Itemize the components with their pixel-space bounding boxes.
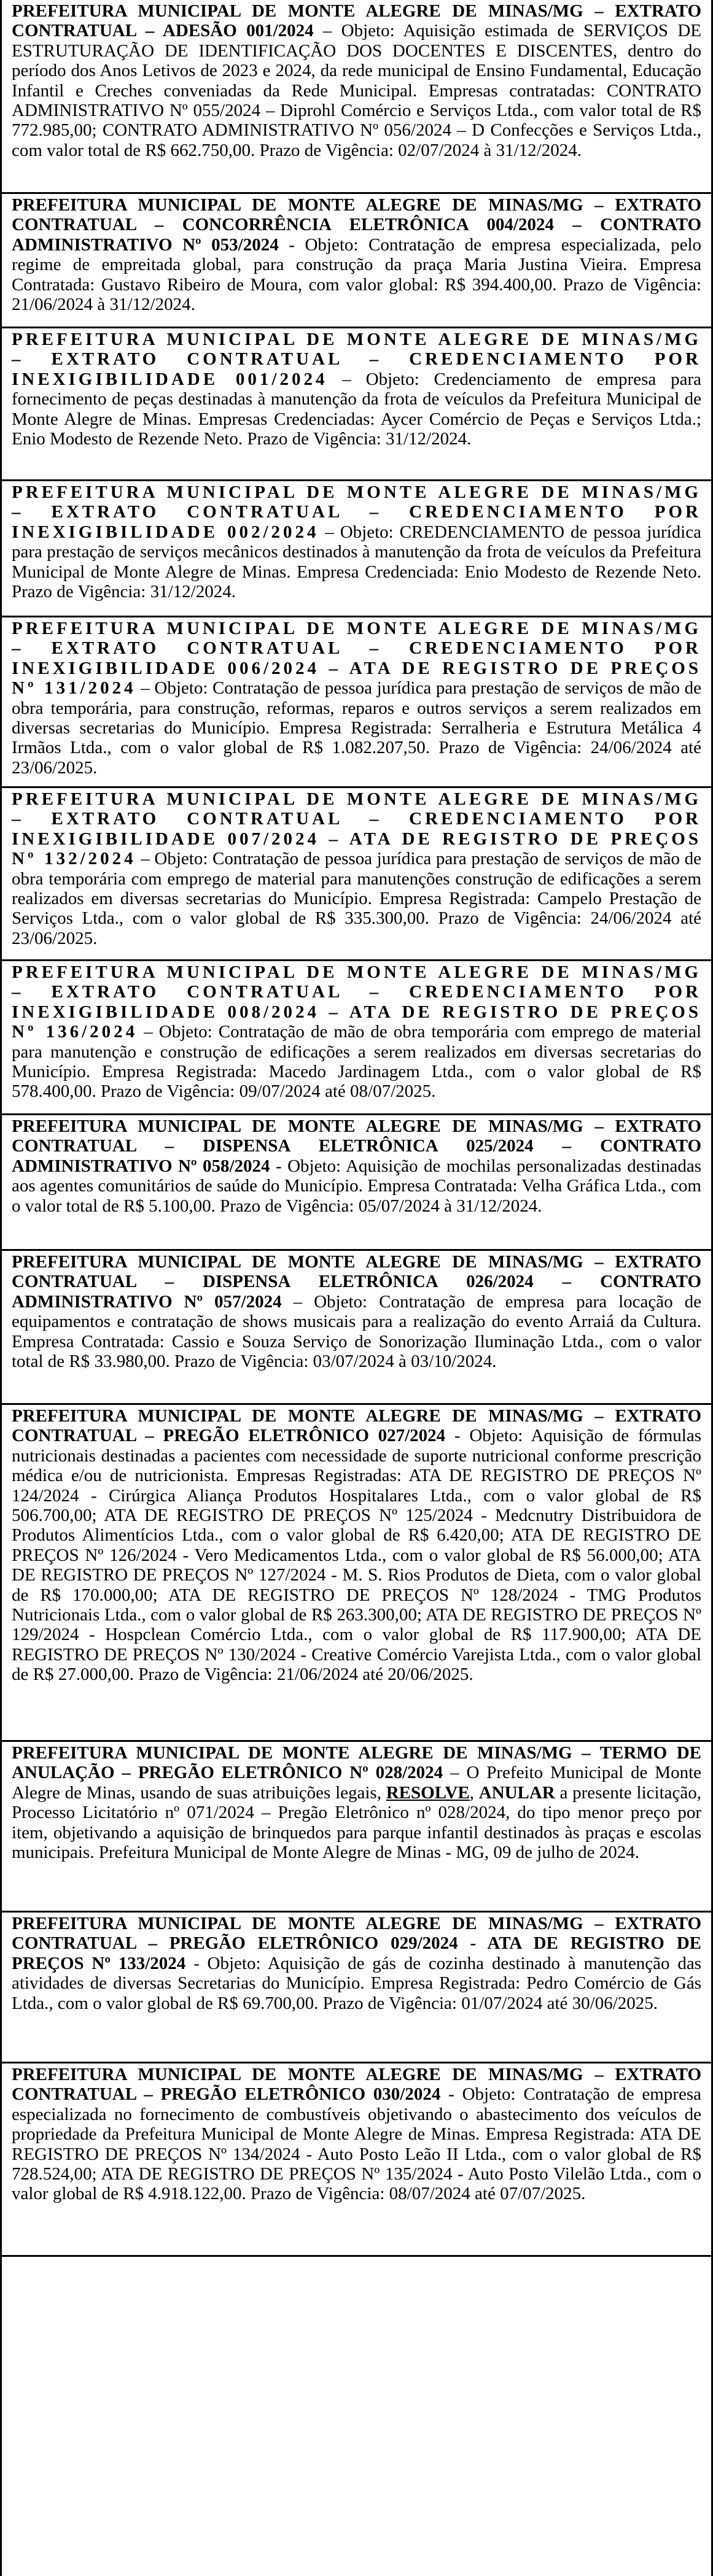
anular-keyword: ANULAR xyxy=(478,1782,555,1803)
notice-body-intro: – O Prefeito Municipal de Monte Alegre de Minas, usando de suas atribuições legais, xyxy=(12,1763,701,1803)
notice-heading: PREFEITURA MUNICIPAL DE MONTE ALEGRE DE MINAS/MG – EXTRATO CONTRATUAL – CREDENCIAMENTO POR INEXIGIBILIDADE 006/2024 – ATA DE REGISTRO DE PREÇOS Nº 131/2024 xyxy=(12,619,701,698)
notice-heading: PREFEITURA MUNICIPAL DE MONTE ALEGRE DE MINAS/MG – EXTRATO CONTRATUAL – CREDENCIAMENTO POR INEXIGIBILIDADE 001/2024 xyxy=(12,330,701,389)
notice-inexigibilidade-002 xyxy=(2,479,711,616)
notice-body: - Objeto: Contratação de empresa especializada no fornecimento de combustíveis objetivando o abastecimento dos veículos de propriedade da Prefeitura Municipal de Monte Alegre de Minas. Empresa Registrada: ATA DE REGISTRO DE PREÇOS Nº 134/2024 - Auto Posto Leão II Ltda., com o valor global de R$ 728.524,00; ATA DE REGISTRO DE PREÇOS Nº 135/2024 - Auto Posto Vilelão Ltda., com o valor global de R$ 4.918.122,00. Prazo de Vigência: 08/07/2024 até 07/07/2025. xyxy=(12,2084,701,2204)
notice-body: – Objeto: Contratação de empresa para locação de equipamentos e contratação de shows musicais para a realização do evento Arraiá da Cultura. Empresa Contratada: Cassio e Souza Serviço de Sonorização Iluminação Ltda., com o valor total de R$ 33.980,00. Prazo de Vigência: 03/07/2024 à 03/10/2024. xyxy=(12,1291,701,1372)
notice-dispensa-025 xyxy=(2,1113,711,1249)
notice-heading: PREFEITURA MUNICIPAL DE MONTE ALEGRE DE MINAS/MG – EXTRATO CONTRATUAL – CREDENCIAMENTO POR INEXIGIBILIDADE 007/2024 – ATA DE REGISTRO DE PREÇOS Nº 132/2024 xyxy=(12,789,701,869)
notice-body: – Objeto: CREDENCIAMENTO de pessoa jurídica para prestação de serviços mecânicos destinados à manutenção da frota de veículos da Prefeitura Municipal de Monte Alegre de Minas. Empresa Credenciada: Enio Modesto de Rezende Neto. Prazo de Vigência: 31/12/2024. xyxy=(12,522,701,602)
notice-adesao-001 xyxy=(2,0,711,192)
notice-body: – Objeto: Contratação de pessoa jurídica para prestação de serviços de mão de obra temporária, para construção, reformas, reparos e outros serviços a serem realizados em diversas secretarias do Município. Empresa Registrada: Serralheria e Estrutura Metálica 4 Irmãos Ltda., com o valor global de R$ 1.082.207,50. Prazo de Vigência: 24/06/2024 até 23/06/2025. xyxy=(12,678,701,778)
notice-heading: PREFEITURA MUNICIPAL DE MONTE ALEGRE DE MINAS/MG – EXTRATO CONTRATUAL – PREGÃO ELETRÔNICO 027/2024 xyxy=(12,1406,701,1446)
notice-inexigibilidade-001 xyxy=(2,327,711,479)
notice-body-comma: , xyxy=(469,1782,479,1803)
notice-body: – Objeto: Contratação de pessoa jurídica para prestação de serviços de mão de obra temporária com emprego de material para manutenções construção de edificações a serem realizados em diversas secretarias do Município. Empresa Registrada: Campelo Prestação de Serviços Ltda., com o valor global de R$ 335.300,00. Prazo de Vigência: 24/06/2024 até 23/06/2025. xyxy=(12,849,701,948)
notice-heading: PREFEITURA MUNICIPAL DE MONTE ALEGRE DE MINAS/MG – EXTRATO CONTRATUAL – PREGÃO ELETRÔNICO 029/2024 - ATA DE REGISTRO DE PREÇOS Nº 133/2024 xyxy=(12,1914,701,1973)
notice-body: – Objeto: Credenciamento de empresa para fornecimento de peças destinadas à manutenção da frota de veículos da Prefeitura Municipal de Monte Alegre de Minas. Empresas Credenciadas: Aycer Comércio de Peças e Serviços Ltda.; Enio Modesto de Rezende Neto. Prazo de Vigência: 31/12/2024. xyxy=(12,369,701,449)
notice-heading: PREFEITURA MUNICIPAL DE MONTE ALEGRE DE MINAS/MG – EXTRATO CONTRATUAL – DISPENSA ELETRÔNICA 026/2024 – CONTRATO ADMINISTRATIVO Nº 057/2024 xyxy=(12,1252,701,1312)
notice-inexigibilidade-006 xyxy=(2,616,711,786)
notice-body: – Objeto: Contratação de mão de obra temporária com emprego de material para manutenção e construção de edificações a serem realizados em diversas secretarias do Município. Empresa Registrada: Macedo Jardinagem Ltda., com o valor global de R$ 578.400,00. Prazo de Vigência: 09/07/2024 até 08/07/2025. xyxy=(12,1022,701,1102)
notice-inexigibilidade-007 xyxy=(2,786,711,959)
notice-pregao-030 xyxy=(2,2062,711,2257)
notice-heading: PREFEITURA MUNICIPAL DE MONTE ALEGRE DE MINAS/MG – EXTRATO CONTRATUAL – PREGÃO ELETRÔNICO 030/2024 xyxy=(12,2065,701,2105)
notice-heading: PREFEITURA MUNICIPAL DE MONTE ALEGRE DE MINAS/MG – EXTRATO CONTRATUAL – DISPENSA ELETRÔNICA 025/2024 – CONTRATO ADMINISTRATIVO Nº 058/2024 xyxy=(12,1116,701,1176)
resolve-keyword: RESOLVE xyxy=(386,1782,470,1803)
notice-anulacao-028 xyxy=(2,1740,711,1911)
notice-heading: PREFEITURA MUNICIPAL DE MONTE ALEGRE DE MINAS/MG – EXTRATO CONTRATUAL – CONCORRÊNCIA ELETRÔNICA 004/2024 – CONTRATO ADMINISTRATIVO Nº 053/2024 xyxy=(12,195,701,255)
notice-pregao-027 xyxy=(2,1403,711,1740)
notice-inexigibilidade-008 xyxy=(2,959,711,1113)
notice-pregao-029 xyxy=(2,1911,711,2062)
notice-heading: PREFEITURA MUNICIPAL DE MONTE ALEGRE DE MINAS/MG – EXTRATO CONTRATUAL – ADESÃO 001/2024 xyxy=(12,1,701,41)
notice-heading: PREFEITURA MUNICIPAL DE MONTE ALEGRE DE MINAS/MG – EXTRATO CONTRATUAL – CREDENCIAMENTO POR INEXIGIBILIDADE 008/2024 – ATA DE REGISTRO DE PREÇOS Nº 136/2024 xyxy=(12,962,701,1042)
notice-body: - Objeto: Contratação de empresa especializada, pelo regime de empreitada global, para construção da praça Maria Justina Vieira. Empresa Contratada: Gustavo Ribeiro de Moura, com valor global: R$ 394.400,00. Prazo de Vigência: 21/06/2024 à 31/12/2024. xyxy=(12,234,701,315)
notice-body: - Objeto: Aquisição de mochilas personalizadas destinadas aos agentes comunitários de saúde do Município. Empresa Contratada: Velha Gráfica Ltda., com o valor total de R$ 5.100,00. Prazo de Vigência: 05/07/2024 à 31/12/2024. xyxy=(12,1156,701,1216)
notice-body: - Objeto: Aquisição de gás de cozinha destinado à manutenção das atividades de diversas Secretarias do Município. Empresa Registrada: Pedro Comércio de Gás Ltda., com o valor global de R$ 69.700,00. Prazo de Vigência: 01/07/2024 até 30/06/2025. xyxy=(12,1953,701,2013)
notice-heading: PREFEITURA MUNICIPAL DE MONTE ALEGRE DE MINAS/MG – TERMO DE ANULAÇÃO – PREGÃO ELETRÔNICO Nº 028/2024 xyxy=(12,1743,701,1783)
notice-dispensa-026 xyxy=(2,1249,711,1403)
notice-body: – Objeto: Aquisição estimada de SERVIÇOS DE ESTRUTURAÇÃO DE IDENTIFICAÇÃO DOS DOCENTES E DISCENTES, dentro do período dos Anos Letivos de 2023 e 2024, da rede municipal de Ensino Fundamental, Educação Infantil e Creches conveniadas da Rede Municipal. Empresas contratadas: CONTRATO ADMINISTRATIVO Nº 055/2024 – Diprohl Comércio e Serviços Ltda., com valor total de R$ 772.985,00; CONTRATO ADMINISTRATIVO Nº 056/2024 – D Confecções e Serviços Ltda., com valor total de R$ 662.750,00. Prazo de Vigência: 02/07/2024 à 31/12/2024. xyxy=(12,21,701,160)
notice-concorrencia-004 xyxy=(2,192,711,327)
notice-body: - Objeto: Aquisição de fórmulas nutricionais destinadas a pacientes com necessidade de suporte nutricional conforme prescrição médica e/ou de nutricionista. Empresas Registradas: ATA DE REGISTRO DE PREÇOS Nº 124/2024 - Cirúrgica Aliança Produtos Hospitalares Ltda., com o valor global de R$ 506.700,00; ATA DE REGISTRO DE PREÇOS Nº 125/2024 - Medcnutry Distribuidora de Produtos Alimentícios Ltda., com o valor global de R$ 6.420,00; ATA DE REGISTRO DE PREÇOS Nº 126/2024 - Vero Medicamentos Ltda., com o valor global de R$ 56.000,00; ATA DE REGISTRO DE PREÇOS Nº 127/2024 - M. S. Rios Produtos de Dieta, com o valor global de R$ 170.000,00; ATA DE REGISTRO DE PREÇOS Nº 128/2024 - TMG Produtos Nutricionais Ltda., com o valor global de R$ 263.300,00; ATA DE REGISTRO DE PREÇOS Nº 129/2024 - Hospclean Comércio Ltda., com o valor global de R$ 117.900,00; ATA DE REGISTRO DE PREÇOS Nº 130/2024 - Creative Comércio Varejista Ltda., com o valor global de R$ 27.000,00. Prazo de Vigência: 21/06/2024 até 20/06/2025. xyxy=(12,1426,701,1685)
notice-body: a presente licitação, Processo Licitatório nº 071/2024 – Pregão Eletrônico nº 028/2024, do tipo menor preço por item, objetivando a aquisição de brinquedos para parque infantil destinados às praças e escolas municipais. Prefeitura Municipal de Monte Alegre de Minas - MG, 09 de julho de 2024. xyxy=(12,1782,701,1863)
notice-heading: PREFEITURA MUNICIPAL DE MONTE ALEGRE DE MINAS/MG – EXTRATO CONTRATUAL – CREDENCIAMENTO POR INEXIGIBILIDADE 002/2024 xyxy=(12,482,701,542)
